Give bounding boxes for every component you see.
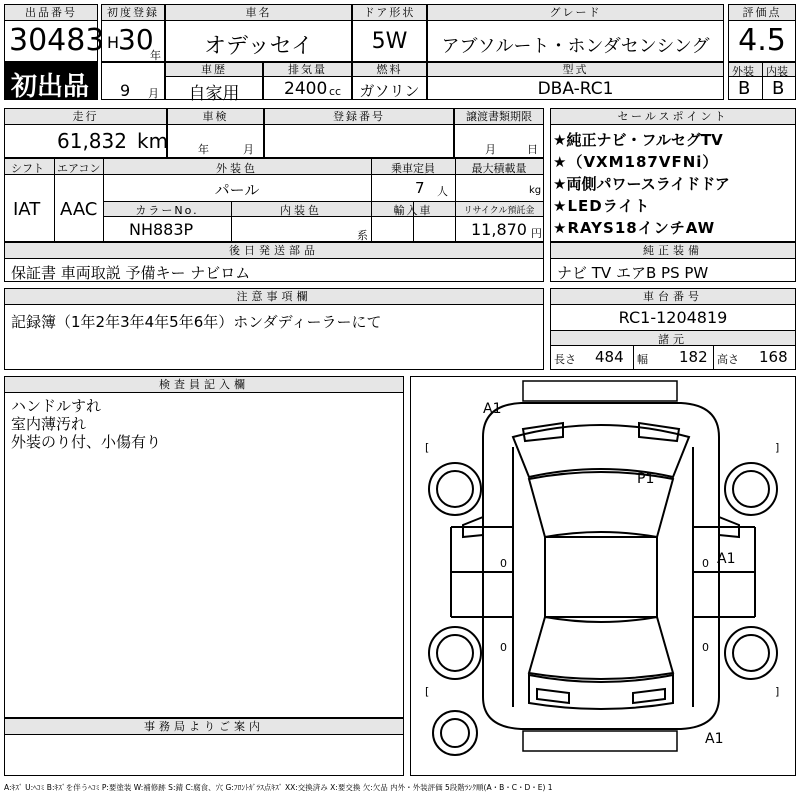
- shift-label: シフト: [11, 162, 44, 175]
- equipment-label: 純正装備: [551, 243, 795, 259]
- int-label: 内装: [766, 65, 788, 78]
- sales-point-item: ★純正ナビ・フルセグTV: [553, 131, 723, 149]
- car-diagram-drawing: [411, 377, 795, 775]
- registration-year: 30: [118, 23, 154, 56]
- inspector-line: 外装のり付、小傷有り: [11, 433, 162, 451]
- mileage-label: 走行: [5, 109, 166, 125]
- transfer-box: [454, 108, 544, 158]
- later-parts-box: [4, 242, 544, 282]
- dims-label: 諸元: [658, 333, 688, 346]
- svg-text:]: ]: [775, 685, 780, 698]
- damage-mark-bumper: A1: [483, 401, 502, 417]
- interior-color-label: 内装色: [280, 204, 322, 217]
- notes-value: 記録簿（1年2年3年4年5年6年）ホンダディーラーにて: [11, 313, 382, 331]
- inspector-line: ハンドルすれ: [11, 397, 102, 415]
- transfer-day-unit: 日: [527, 143, 538, 156]
- model-label: 型式: [428, 63, 723, 77]
- recycle-unit: 円: [531, 227, 542, 240]
- model-value: DBA-RC1: [537, 79, 614, 99]
- inspector-label: 検査員記入欄: [5, 377, 403, 393]
- int-score: B: [772, 78, 785, 99]
- recycle-value: 11,870: [471, 220, 527, 239]
- displacement-value: 2400: [284, 79, 328, 99]
- svg-text:[: [: [425, 685, 430, 698]
- inspector-line: 室内薄汚れ: [11, 415, 87, 433]
- interior-color-unit: 系: [357, 229, 368, 242]
- width-value: 182: [679, 348, 708, 366]
- svg-text:0: 0: [500, 641, 507, 654]
- registration-label: 初度登録: [102, 5, 164, 21]
- first-listing-text: 初出品: [11, 72, 90, 102]
- model-box: [427, 62, 724, 100]
- color-no-label: カラーNo.: [135, 204, 199, 217]
- capacity-unit: 人: [437, 185, 448, 198]
- grade-label: グレード: [428, 5, 723, 21]
- damage-mark-rear-bumper: A1: [705, 731, 724, 747]
- sales-point-item: ★LEDライト: [553, 197, 651, 215]
- sales-point-item: ★両側パワースライドドア: [553, 175, 730, 193]
- ext-label: 外装: [732, 65, 754, 78]
- chassis-value: RC1-1204819: [618, 308, 728, 327]
- car-name-label: 車名: [166, 5, 351, 21]
- office-label: 事務局よりご案内: [5, 719, 403, 735]
- office-box: [4, 718, 404, 776]
- capacity-label: 乗車定員: [391, 162, 435, 175]
- score-value: 4.5: [738, 23, 786, 58]
- lot-label: 出品番号: [5, 5, 97, 21]
- color-no-value: NH883P: [129, 220, 194, 239]
- car-name-box: [165, 4, 352, 62]
- notes-box: [4, 288, 544, 370]
- fuel-label: 燃料: [353, 63, 426, 77]
- plate-label: 登録番号: [265, 109, 453, 125]
- svg-text:0: 0: [702, 557, 709, 570]
- history-label: 車歴: [166, 63, 262, 77]
- aircon-label: エアコン: [57, 162, 101, 175]
- lot-number: 30483: [9, 23, 105, 58]
- later-parts-label: 後日発送部品: [5, 243, 543, 259]
- registration-box: [101, 4, 165, 62]
- max-load-unit: kg: [529, 185, 542, 196]
- sales-point-item: ★RAYS18インチAW: [553, 219, 716, 237]
- score-box: [728, 4, 796, 62]
- displacement-box: [263, 62, 352, 100]
- registration-era: H: [107, 33, 120, 52]
- month-box: [101, 62, 165, 100]
- exterior-color-value: パール: [214, 181, 260, 199]
- legend-text: A:ｷｽﾞ U:ﾍｺﾐ B:ｷｽﾞを伴うﾍｺﾐ P:要塗装 W:補修跡 S:錆 C:腐食、穴 G:ﾌﾛﾝﾄｶﾞﾗｽ点ｷｽﾞ XX:交換済み X:要交換 欠:欠品 内外・外装評価 5段階ﾗﾝｸ順(A・B・C・D・E) 1: [4, 783, 553, 792]
- displacement-unit: cc: [329, 85, 342, 98]
- svg-text:0: 0: [702, 641, 709, 654]
- equipment-value: ナビ TV エアB PS PW: [557, 264, 709, 282]
- damage-mark-roof: P1: [637, 471, 655, 487]
- capacity-value: 7: [415, 179, 425, 197]
- car-name: オデッセイ: [204, 34, 313, 59]
- inspection-label: 車検: [168, 109, 263, 125]
- mileage-value: 61,832: [57, 129, 127, 153]
- exterior-color-label: 外装色: [216, 162, 258, 175]
- shift-value: IAT: [13, 199, 41, 220]
- plate-box: [264, 108, 454, 158]
- car-diagram: [410, 376, 796, 776]
- door-box: [352, 4, 427, 62]
- mileage-unit: km: [137, 129, 169, 153]
- chassis-label: 車台番号: [551, 289, 795, 305]
- recycle-label: リサイクル預託金: [463, 206, 535, 216]
- history-value: 自家用: [188, 84, 240, 104]
- history-box: [165, 62, 263, 104]
- sales-points-label: セールスポイント: [551, 109, 795, 125]
- damage-mark-rear-door: A1: [717, 551, 736, 567]
- notes-label: 注意事項欄: [5, 289, 543, 305]
- height-value: 168: [759, 348, 788, 366]
- chassis-box: [550, 288, 796, 370]
- first-listing-badge: [4, 62, 98, 100]
- fuel-box: [352, 62, 427, 100]
- registration-year-unit: 年: [150, 49, 161, 62]
- later-parts-value: 保証書 車両取説 予備キー ナビロム: [11, 264, 251, 282]
- mileage-box: [4, 108, 167, 158]
- width-label: 幅: [637, 353, 648, 366]
- grade-box: [427, 4, 724, 62]
- specs-box: [4, 158, 544, 242]
- equipment-box: [550, 242, 796, 282]
- height-label: 高さ: [717, 353, 739, 366]
- aircon-value: AAC: [60, 199, 98, 220]
- ext-int-box: [728, 62, 796, 100]
- length-value: 484: [595, 348, 624, 366]
- sales-points-box: [550, 108, 796, 242]
- sales-point-item: ★（VXM187VFNi）: [553, 153, 719, 171]
- inspection-month-unit: 月: [243, 143, 254, 156]
- registration-month-unit: 月: [148, 87, 159, 100]
- fuel-value: ガソリン: [359, 82, 420, 100]
- import-label: 輸入車: [393, 204, 433, 217]
- length-label: 長さ: [554, 353, 576, 366]
- grade-value: アブソルート・ホンダセンシング: [441, 36, 710, 57]
- svg-text:0: 0: [500, 557, 507, 570]
- max-load-label: 最大積載量: [471, 162, 527, 175]
- score-label: 評価点: [729, 5, 795, 21]
- transfer-label: 譲渡書類期限: [455, 109, 543, 125]
- door-label: ドア形状: [353, 5, 426, 21]
- lot-box: [4, 4, 105, 62]
- inspector-box: [4, 376, 404, 718]
- ext-score: B: [738, 78, 751, 99]
- svg-text:]: ]: [775, 441, 780, 454]
- displacement-label: 排気量: [264, 63, 351, 77]
- registration-month: 9: [120, 81, 131, 100]
- door-value: 5W: [371, 29, 408, 54]
- inspection-year-unit: 年: [198, 143, 209, 156]
- inspection-box: [167, 108, 264, 158]
- svg-text:[: [: [425, 441, 430, 454]
- transfer-month-unit: 月: [485, 143, 496, 156]
